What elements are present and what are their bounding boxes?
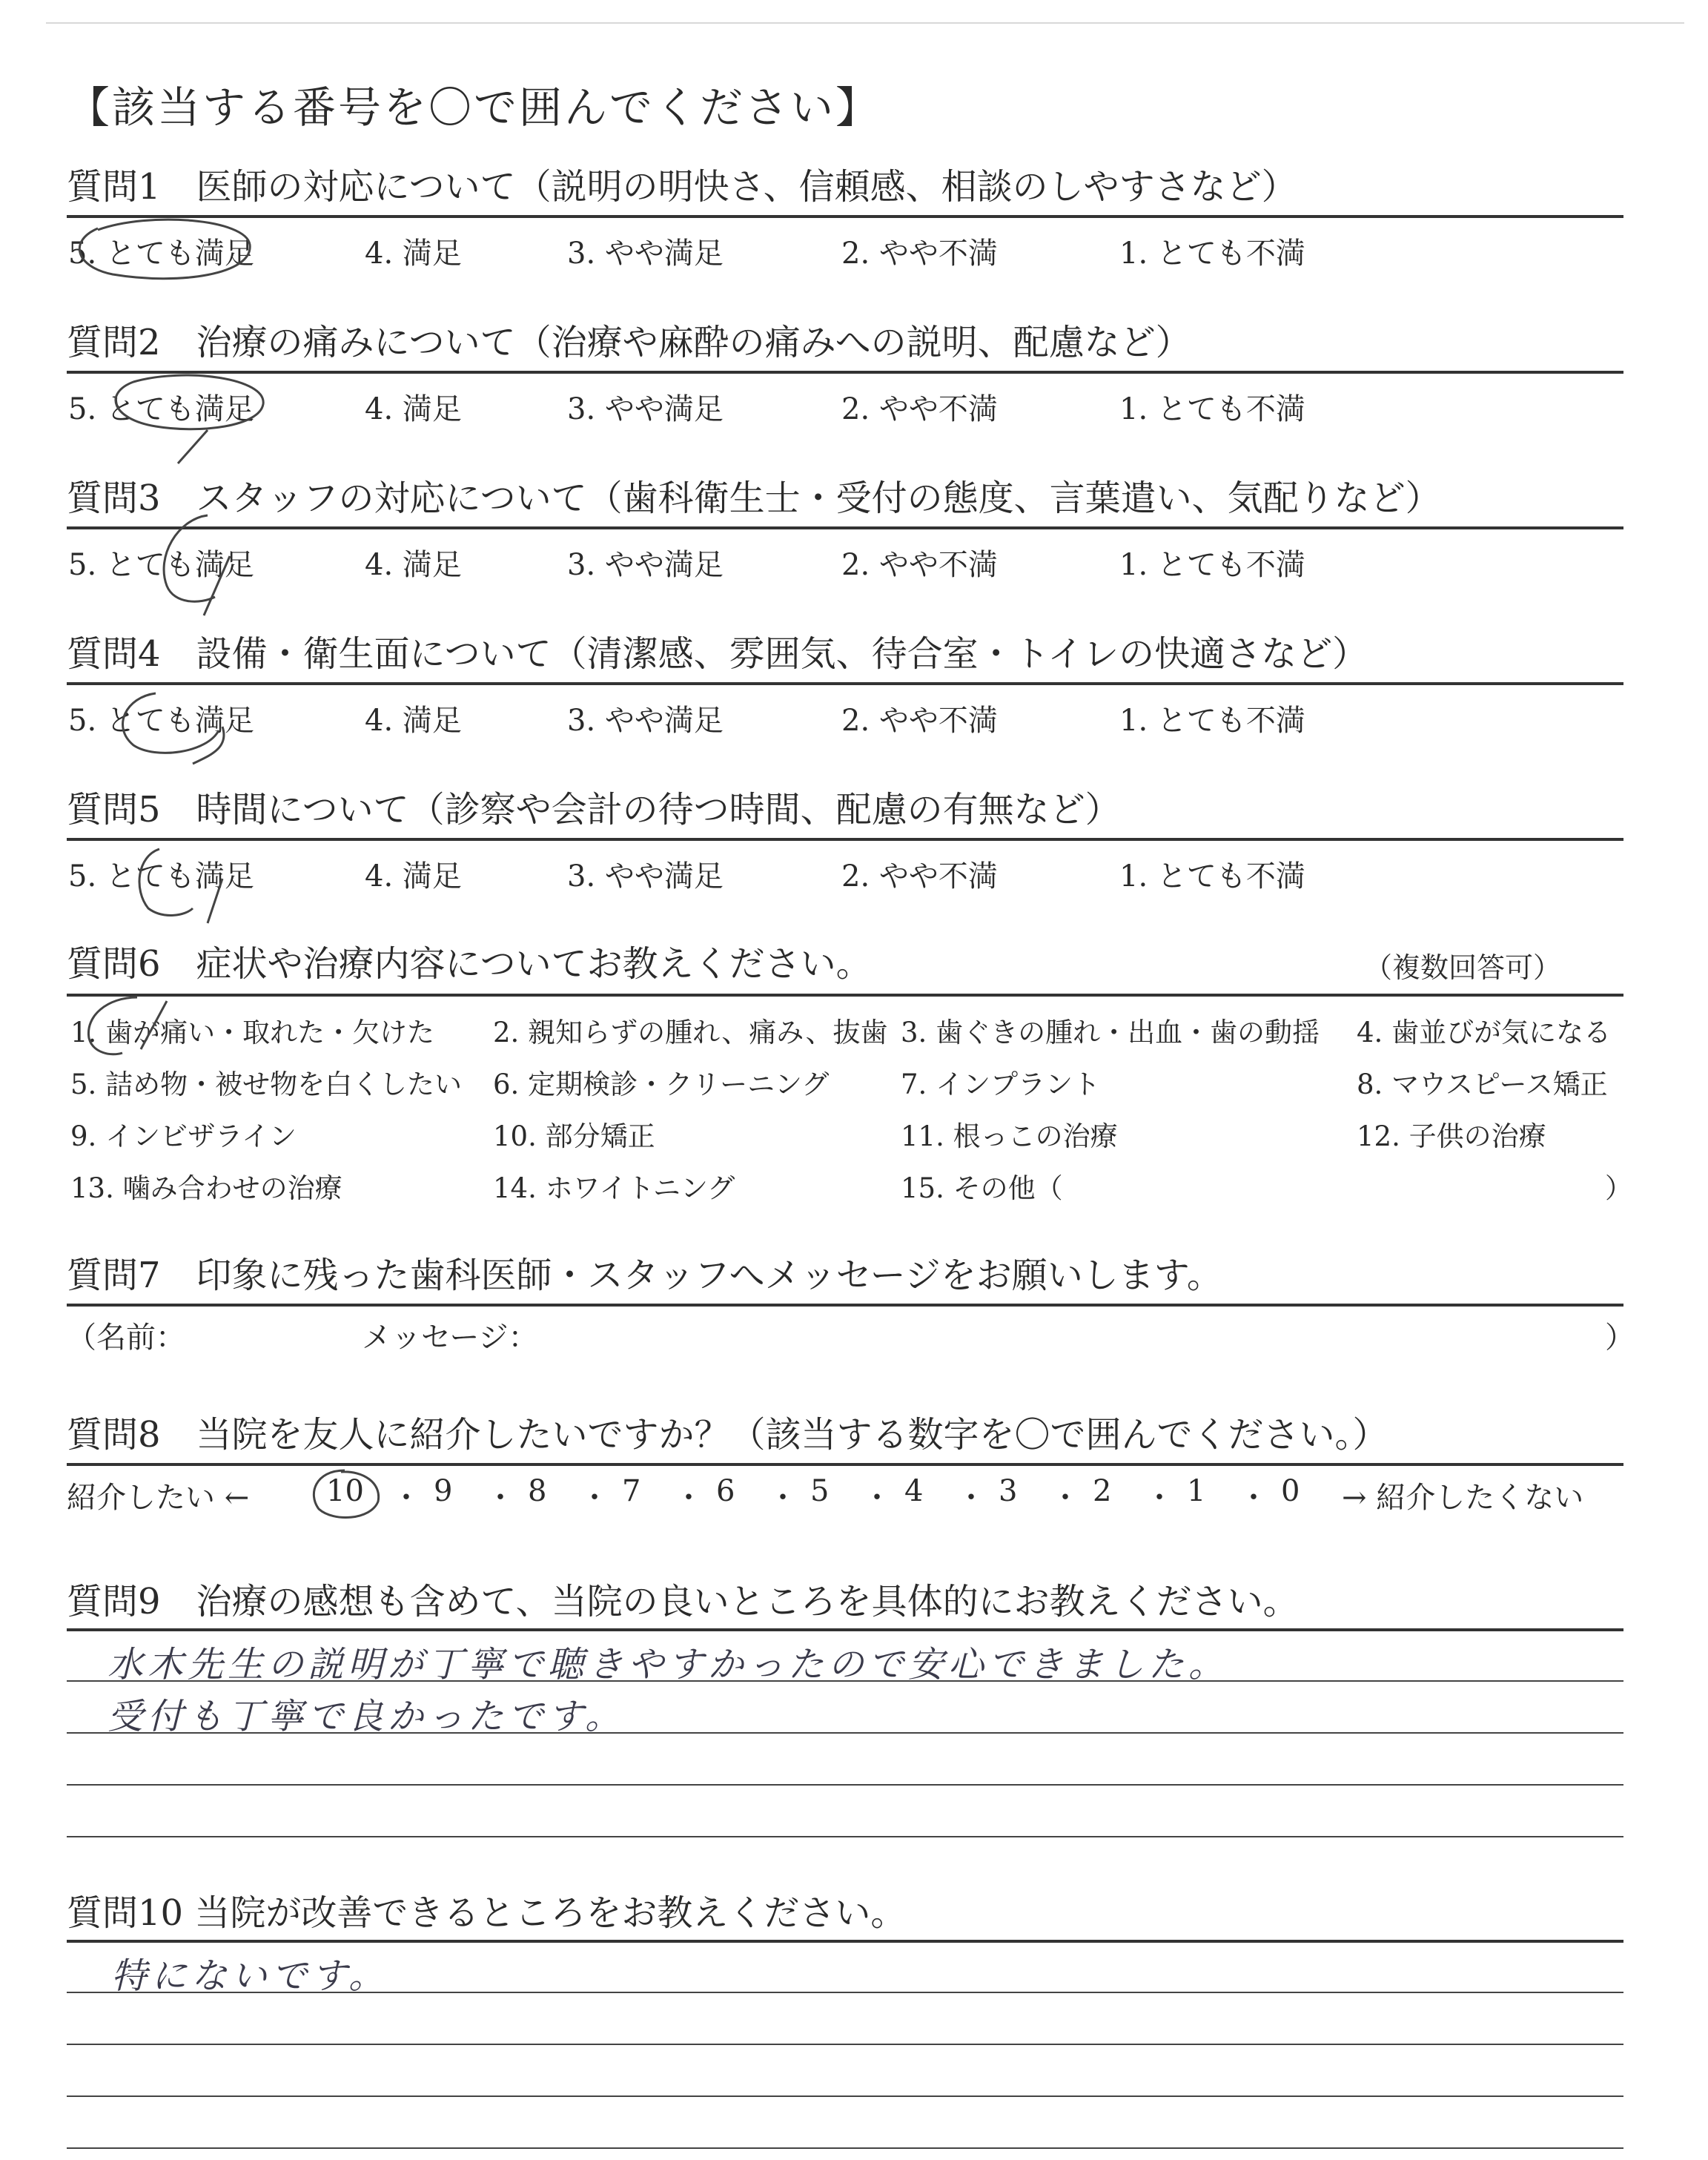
q8-dot: ・ <box>1145 1481 1174 1515</box>
q8-value-6[interactable]: 6 <box>716 1474 735 1508</box>
top-border <box>46 22 1684 24</box>
q5-option-5[interactable]: 5. とても満足 <box>68 859 254 894</box>
q4-option-2[interactable]: 2. やや不満 <box>841 704 998 738</box>
question-4-title: 質問4 設備・衛生面について（清潔感、雰囲気、待合室・トイレの快適さなど） <box>67 633 1368 675</box>
q1-option-4[interactable]: 4. 満足 <box>365 237 462 271</box>
question-5-rule <box>67 838 1623 841</box>
q6-option-6[interactable]: 6. 定期検診・クリーニング <box>493 1069 830 1100</box>
q6-option-4[interactable]: 4. 歯並びが気になる <box>1357 1017 1612 1048</box>
question-1-rule <box>67 215 1623 218</box>
q6-option-13[interactable]: 13. 噛み合わせの治療 <box>70 1172 342 1204</box>
q8-dot: ・ <box>580 1481 609 1515</box>
question-6-rule <box>67 994 1623 997</box>
q7-message-label: メッセージ： <box>362 1321 538 1355</box>
q8-value-9[interactable]: 9 <box>434 1474 453 1508</box>
q6-option-15[interactable]: 15. その他（ <box>901 1172 1063 1204</box>
q9-answer-line-2[interactable]: 受付も丁寧で良かったです。 <box>107 1696 626 1737</box>
q8-dot: ・ <box>768 1481 798 1515</box>
survey-heading: 【該当する番号を〇で囲んでください】 <box>67 82 881 133</box>
q4-option-5[interactable]: 5. とても満足 <box>68 704 254 738</box>
q9-answer-line-1[interactable]: 水木先生の説明が丁寧で聴きやすかったので安心できました。 <box>107 1644 1229 1685</box>
q6-option-15-close: ） <box>1605 1172 1632 1204</box>
question-3-title: 質問3 スタッフの対応について（歯科衛生士・受付の態度、言葉遣い、気配りなど） <box>67 478 1441 519</box>
q6-option-12[interactable]: 12. 子供の治療 <box>1357 1120 1546 1152</box>
q5-option-1[interactable]: 1. とても不満 <box>1119 859 1305 894</box>
q8-value-0[interactable]: 0 <box>1281 1474 1300 1508</box>
q10-answer-line <box>67 2095 1623 2097</box>
q8-dot: ・ <box>862 1481 892 1515</box>
q1-option-3[interactable]: 3. やや満足 <box>567 237 724 271</box>
q2-option-4[interactable]: 4. 満足 <box>365 392 462 426</box>
q8-dot: ・ <box>1050 1481 1080 1515</box>
question-6-title: 質問6 症状や治療内容についてお教えください。 <box>67 943 872 985</box>
q4-option-1[interactable]: 1. とても不満 <box>1119 704 1305 738</box>
q2-option-5[interactable]: 5. とても満足 <box>68 392 254 426</box>
q9-answer-line <box>67 1836 1623 1837</box>
q8-dot: ・ <box>391 1481 421 1515</box>
q8-value-1[interactable]: 1 <box>1187 1474 1206 1508</box>
q3-option-4[interactable]: 4. 満足 <box>365 548 462 582</box>
q5-option-2[interactable]: 2. やや不満 <box>841 859 998 894</box>
q3-option-5[interactable]: 5. とても満足 <box>68 548 254 582</box>
q2-option-2[interactable]: 2. やや不満 <box>841 392 998 426</box>
q8-dot: ・ <box>956 1481 986 1515</box>
question-9-title: 質問9 治療の感想も含めて、当院の良いところを具体的にお教えください。 <box>67 1581 1299 1622</box>
q7-name-label: （名前： <box>67 1321 185 1355</box>
question-10 <box>67 1891 1623 1935</box>
q8-value-4[interactable]: 4 <box>904 1474 924 1508</box>
q8-left-label: 紹介したい ← <box>67 1481 250 1515</box>
question-10-title: 質問10 当院が改善できるところをお教えください。 <box>67 1892 907 1934</box>
question-4 <box>67 632 1623 676</box>
q6-option-14[interactable]: 14. ホワイトニング <box>493 1172 735 1204</box>
question-8 <box>67 1413 1623 1457</box>
question-7-title: 質問7 印象に残った歯科医師・スタッフへメッセージをお願いします。 <box>67 1255 1222 1296</box>
q10-answer-line-1[interactable]: 特にないです。 <box>111 1955 389 1997</box>
q4-option-4[interactable]: 4. 満足 <box>365 704 462 738</box>
question-7-rule <box>67 1304 1623 1307</box>
q2-option-1[interactable]: 1. とても不満 <box>1119 392 1305 426</box>
q1-option-1[interactable]: 1. とても不満 <box>1119 237 1305 271</box>
q8-value-5[interactable]: 5 <box>810 1474 830 1508</box>
q8-dot: ・ <box>1239 1481 1268 1515</box>
q6-option-11[interactable]: 11. 根っこの治療 <box>901 1120 1118 1152</box>
q8-value-2[interactable]: 2 <box>1093 1474 1112 1508</box>
question-10-rule <box>67 1940 1623 1943</box>
q7-close-paren: ） <box>1605 1321 1635 1355</box>
q8-right-label: → 紹介したくない <box>1342 1481 1584 1515</box>
question-2 <box>67 320 1623 365</box>
q8-value-8[interactable]: 8 <box>528 1474 547 1508</box>
question-9-rule <box>67 1628 1623 1631</box>
q6-option-1[interactable]: 1. 歯が痛い・取れた・欠けた <box>70 1017 435 1048</box>
q9-answer-line <box>67 1784 1623 1786</box>
question-6-note: （複数回答可） <box>1364 951 1562 984</box>
q10-answer-line <box>67 2044 1623 2045</box>
question-1-title: 質問1 医師の対応について（説明の明快さ、信頼感、相談のしやすさなど） <box>67 166 1297 208</box>
q8-value-3[interactable]: 3 <box>999 1474 1018 1508</box>
question-8-rule <box>67 1463 1623 1466</box>
q1-option-5[interactable]: 5. とても満足 <box>68 237 254 271</box>
question-1 <box>67 165 1623 209</box>
q6-option-9[interactable]: 9. インビザライン <box>70 1120 297 1152</box>
q8-dot: ・ <box>486 1481 515 1515</box>
question-8-title: 質問8 当院を友人に紹介したいですか？（該当する数字を〇で囲んでください。） <box>67 1414 1388 1456</box>
q6-option-7[interactable]: 7. インプラント <box>901 1069 1101 1100</box>
q8-value-7[interactable]: 7 <box>622 1474 641 1508</box>
question-4-rule <box>67 682 1623 685</box>
q1-option-2[interactable]: 2. やや不満 <box>841 237 998 271</box>
q2-option-3[interactable]: 3. やや満足 <box>567 392 724 426</box>
q6-option-10[interactable]: 10. 部分矯正 <box>493 1120 655 1152</box>
q10-answer-line <box>67 2147 1623 2149</box>
q3-option-2[interactable]: 2. やや不満 <box>841 548 998 582</box>
q8-dot: ・ <box>674 1481 704 1515</box>
q6-option-8[interactable]: 8. マウスピース矯正 <box>1357 1069 1608 1100</box>
q8-value-10[interactable]: 10 <box>326 1474 364 1508</box>
question-3 <box>67 476 1623 521</box>
question-3-rule <box>67 526 1623 529</box>
q5-option-3[interactable]: 3. やや満足 <box>567 859 724 894</box>
q4-option-3[interactable]: 3. やや満足 <box>567 704 724 738</box>
question-2-title: 質問2 治療の痛みについて（治療や麻酔の痛みへの説明、配慮など） <box>67 322 1191 363</box>
q6-option-5[interactable]: 5. 詰め物・被せ物を白くしたい <box>70 1069 463 1100</box>
q3-option-1[interactable]: 1. とても不満 <box>1119 548 1305 582</box>
question-2-rule <box>67 371 1623 374</box>
q3-option-3[interactable]: 3. やや満足 <box>567 548 724 582</box>
question-5 <box>67 787 1623 832</box>
question-5-title: 質問5 時間について（診察や会計の待つ時間、配慮の有無など） <box>67 789 1121 830</box>
question-9 <box>67 1579 1623 1624</box>
q6-option-3[interactable]: 3. 歯ぐきの腫れ・出血・歯の動揺 <box>901 1017 1320 1048</box>
question-7 <box>67 1253 1623 1298</box>
q6-option-2[interactable]: 2. 親知らずの腫れ、痛み、抜歯 <box>493 1017 888 1048</box>
q5-option-4[interactable]: 4. 満足 <box>365 859 462 894</box>
